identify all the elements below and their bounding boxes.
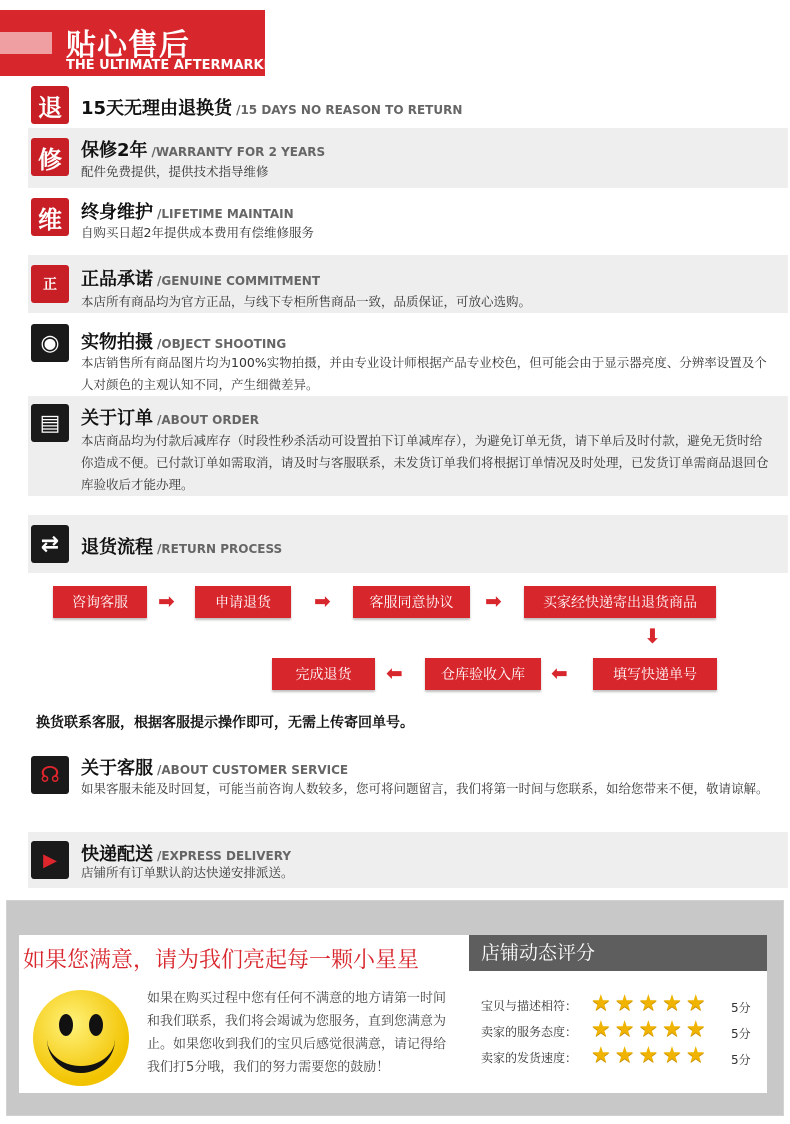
section-desc: 如果客服未能及时回复，可能当前咨询人数较多，您可将问题留言，我们将第一时间与您联系，如给您带来不便，敬请谅解。 <box>81 781 769 796</box>
section-customer-service <box>28 744 788 826</box>
star-rating-icon: ★★★★★ <box>591 991 710 1016</box>
process-step-warehouse: 仓库验收入库 <box>425 658 541 690</box>
rating-row <box>481 991 751 1016</box>
delivery-truck-icon: ▶ <box>31 841 69 879</box>
process-step-consult: 咨询客服 <box>53 586 147 618</box>
process-step-tracking: 填写快递单号 <box>593 658 717 690</box>
arrow-left-icon: ⬅ <box>386 661 403 685</box>
section-title-cn: 终身维护 <box>81 202 153 223</box>
process-step-agree: 客服同意协议 <box>353 586 470 618</box>
rating-slogan: 如果您满意，请为我们亮起每一颗小星星 <box>23 948 420 973</box>
section-title-cn: 正品承诺 <box>81 269 153 290</box>
star-rating-icon: ★★★★★ <box>591 1017 710 1042</box>
section-title-en: /ABOUT CUSTOMER SERVICE <box>157 763 349 777</box>
process-step-done: 完成退货 <box>272 658 375 690</box>
smiley-mouth <box>47 1032 115 1073</box>
section-title <box>81 533 282 559</box>
rating-label: 卖家的服务态度： <box>481 1025 578 1039</box>
section-desc: 本店商品均为付款后减库存（时段性秒杀活动可设置拍下订单减库存），为避免订单无货，请下单后及时付款，避免无货时给你造成不便。已付款订单如需取消，请及时与客服联系，未发货订单我们将根据订单情况及时处理，已发货订单需商品退回仓库验收后才能办理。 <box>81 433 769 492</box>
section-title-cn: 15天无理由退换货 <box>81 98 233 119</box>
section-title <box>81 198 294 224</box>
header-accent-bar <box>0 32 52 54</box>
section-title <box>81 328 286 354</box>
rating-text: 如果在购买过程中您有任何不满意的地方请第一时间和我们联系，我们将会竭诚为您服务，直到您满意为止。如果您收到我们的宝贝后感觉很满意，请记得给我们打5分哦，我们的努力需要您的鼓励！ <box>147 991 447 1075</box>
section-title <box>81 265 320 291</box>
arrow-right-icon: ➡ <box>158 589 175 613</box>
section-title <box>81 136 325 162</box>
rating-label: 卖家的发货速度： <box>481 1051 578 1065</box>
arrow-right-icon: ➡ <box>314 589 331 613</box>
section-desc: 本店销售所有商品图片均为100%实物拍摄，并由专业设计师根据产品专业校色，但可能会由于显示器亮度、分辨率设置及个人对颜色的主观认知不同，产生细微差异。 <box>81 355 767 392</box>
section-return <box>28 84 788 128</box>
exchange-arrows-icon: ⇄ <box>31 525 69 563</box>
section-title-en: /ABOUT ORDER <box>157 413 259 427</box>
section-title-cn: 保修2年 <box>81 140 148 161</box>
section-desc: 店铺所有订单默认韵达快递安排派送。 <box>81 865 294 880</box>
section-desc: 配件免费提供，提供技术指导维修 <box>81 164 269 179</box>
camera-icon: ◉ <box>31 324 69 362</box>
process-step-apply: 申请退货 <box>195 586 291 618</box>
section-title-en: /WARRANTY FOR 2 YEARS <box>151 145 326 159</box>
return-glyph-icon: 退 <box>31 86 69 124</box>
rating-row <box>481 1017 751 1042</box>
rating-score: 5分 <box>731 1001 751 1015</box>
rating-title: 店铺动态评分 <box>469 935 767 971</box>
section-title <box>81 754 348 780</box>
genuine-box-icon: 正 <box>31 265 69 303</box>
rating-panel <box>6 900 784 1116</box>
section-title-cn: 退货流程 <box>81 537 153 558</box>
section-title-en: /LIFETIME MAINTAIN <box>157 207 294 221</box>
section-title-cn: 关于订单 <box>81 408 153 429</box>
section-desc: 本店所有商品均为官方正品，与线下专柜所售商品一致，品质保证，可放心选购。 <box>81 294 532 309</box>
document-icon: ▤ <box>31 404 69 442</box>
header-title: 贴心售后 <box>66 28 190 63</box>
section-return-process <box>28 515 788 573</box>
section-shooting <box>28 316 788 392</box>
section-title-en: /RETURN PROCESS <box>157 542 283 556</box>
section-title-en: /GENUINE COMMITMENT <box>157 274 321 288</box>
section-title-cn: 关于客服 <box>81 758 153 779</box>
section-delivery <box>28 832 788 888</box>
section-desc: 自购买日超2年提供成本费用有偿维修服务 <box>81 225 314 240</box>
repair-glyph-icon: 修 <box>31 138 69 176</box>
process-note: 换货联系客服，根据客服提示操作即可，无需上传寄回单号。 <box>36 715 414 731</box>
section-warranty <box>28 128 788 188</box>
rating-score: 5分 <box>731 1027 751 1041</box>
arrow-left-icon: ⬅ <box>551 661 568 685</box>
process-step-ship: 买家经快递寄出退货商品 <box>524 586 716 618</box>
section-title-cn: 快递配送 <box>81 844 153 865</box>
headset-icon: ☊ <box>31 756 69 794</box>
rating-row <box>481 1043 751 1068</box>
section-title-cn: 实物拍摄 <box>81 332 153 353</box>
header-banner <box>0 10 282 76</box>
section-title <box>81 94 462 120</box>
section-title-en: /EXPRESS DELIVERY <box>157 849 292 863</box>
section-order <box>28 396 788 496</box>
smiley-face-icon <box>33 990 129 1086</box>
arrow-right-icon: ➡ <box>485 589 502 613</box>
section-title-en: /OBJECT SHOOTING <box>157 337 287 351</box>
star-rating-icon: ★★★★★ <box>591 1043 710 1068</box>
section-lifetime <box>28 192 788 250</box>
header-subtitle: THE ULTIMATE AFTERMARKET <box>66 58 282 73</box>
rating-score: 5分 <box>731 1053 751 1067</box>
section-title <box>81 404 259 430</box>
section-genuine <box>28 255 788 313</box>
rating-label: 宝贝与描述相符： <box>481 999 578 1013</box>
arrow-down-icon: ⬇ <box>644 624 661 648</box>
maintain-glyph-icon: 维 <box>31 198 69 236</box>
section-title-en: /15 DAYS NO REASON TO RETURN <box>236 103 463 117</box>
